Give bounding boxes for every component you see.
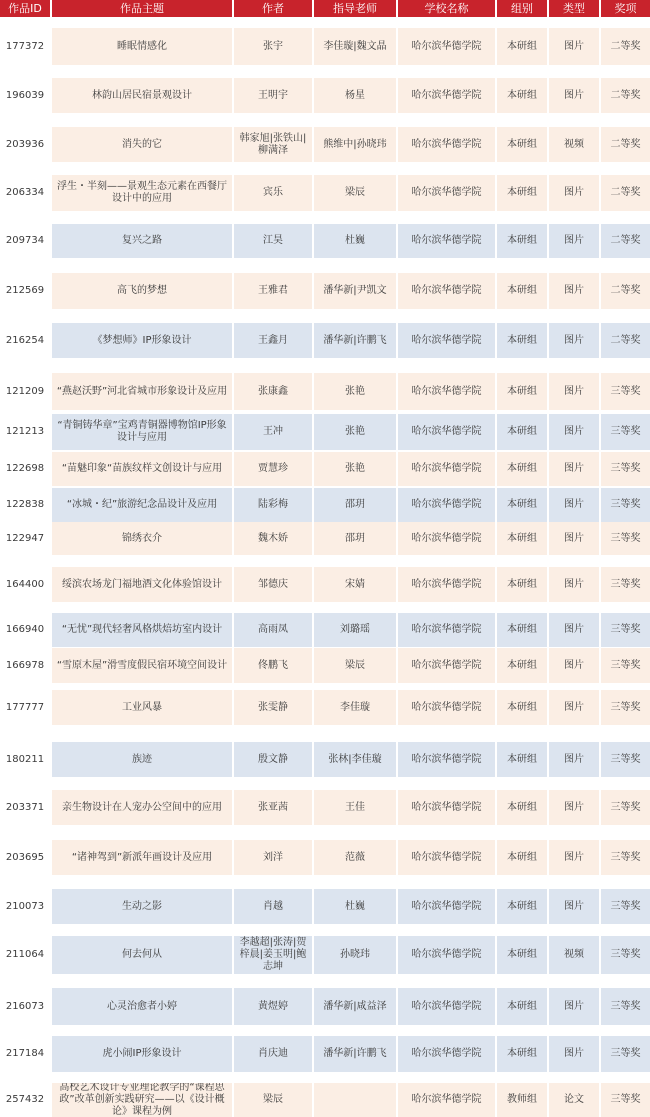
cell-title: 复兴之路 (52, 224, 232, 258)
cell-title: 浮生・半刻——景观生态元素在西餐厅设计中的应用 (52, 175, 232, 211)
cell-type: 图片 (549, 648, 599, 683)
cell-school: 哈尔滨华德学院 (398, 175, 495, 211)
cell-school: 哈尔滨华德学院 (398, 414, 495, 450)
cell-group: 本研组 (497, 78, 547, 113)
cell-author: 陆彩梅 (234, 488, 312, 522)
cell-school: 哈尔滨华德学院 (398, 742, 495, 777)
cell-type: 图片 (549, 414, 599, 450)
cell-title: 心灵治愈者小婷 (52, 988, 232, 1025)
table-row (0, 452, 650, 486)
header-author: 作者 (234, 0, 312, 17)
header-advisor: 指导老师 (314, 0, 396, 17)
cell-author: 肖越 (234, 889, 312, 924)
table-row (0, 273, 650, 309)
table-row (0, 742, 650, 777)
cell-advisor: 潘华新|许鹏飞 (314, 323, 396, 358)
cell-award: 三等奖 (601, 613, 650, 647)
cell-author: 张康鑫 (234, 373, 312, 410)
cell-type: 图片 (549, 790, 599, 825)
cell-group: 本研组 (497, 988, 547, 1025)
cell-group: 本研组 (497, 1036, 547, 1072)
cell-group: 本研组 (497, 742, 547, 777)
cell-id: 166978 (0, 648, 50, 683)
cell-title: 工业风暴 (52, 690, 232, 725)
cell-id: 211064 (0, 936, 50, 974)
cell-group: 本研组 (497, 175, 547, 211)
cell-id: 210073 (0, 889, 50, 924)
cell-school: 哈尔滨华德学院 (398, 988, 495, 1025)
cell-advisor: 潘华新|尹凯文 (314, 273, 396, 309)
cell-award: 二等奖 (601, 323, 650, 358)
cell-id: 196039 (0, 78, 50, 113)
cell-type: 图片 (549, 567, 599, 602)
table-row (0, 936, 650, 974)
cell-group: 本研组 (497, 452, 547, 486)
cell-school: 哈尔滨华德学院 (398, 648, 495, 683)
cell-type: 视频 (549, 127, 599, 162)
cell-advisor: 张艳 (314, 373, 396, 410)
table-row (0, 1083, 650, 1117)
cell-id: 203936 (0, 127, 50, 162)
table-row (0, 323, 650, 358)
cell-title: 林韵山居民宿景观设计 (52, 78, 232, 113)
cell-advisor: 张艳 (314, 452, 396, 486)
cell-title: 生动之影 (52, 889, 232, 924)
table-row (0, 840, 650, 875)
table-row (0, 988, 650, 1025)
header-school: 学校名称 (398, 0, 495, 17)
cell-school: 哈尔滨华德学院 (398, 452, 495, 486)
cell-advisor: 杜巍 (314, 224, 396, 258)
cell-title: “苗魅印象“苗族纹样文创设计与应用 (52, 452, 232, 486)
cell-group: 本研组 (497, 567, 547, 602)
table-row (0, 790, 650, 825)
cell-school: 哈尔滨华德学院 (398, 1083, 495, 1117)
cell-id: 122838 (0, 488, 50, 522)
cell-type: 图片 (549, 889, 599, 924)
cell-id: 203695 (0, 840, 50, 875)
cell-school: 哈尔滨华德学院 (398, 127, 495, 162)
cell-type: 图片 (549, 452, 599, 486)
cell-id: 122698 (0, 452, 50, 486)
cell-author: 张雯静 (234, 690, 312, 725)
cell-advisor: 邵玥 (314, 522, 396, 555)
cell-school: 哈尔滨华德学院 (398, 889, 495, 924)
cell-author: 张宇 (234, 28, 312, 65)
cell-advisor: 熊维中|孙晓玮 (314, 127, 396, 162)
cell-id: 257432 (0, 1083, 50, 1117)
cell-title: 高校艺术设计专业理论教学的“课程思政”改革创新实践研究——以《设计概论》课程为例 (52, 1083, 232, 1117)
cell-group: 教师组 (497, 1083, 547, 1117)
cell-title: “冰城・纪”旅游纪念品设计及应用 (52, 488, 232, 522)
cell-id: 212569 (0, 273, 50, 309)
cell-id: 209734 (0, 224, 50, 258)
cell-author: 魏木娇 (234, 522, 312, 555)
cell-school: 哈尔滨华德学院 (398, 522, 495, 555)
table-row (0, 414, 650, 450)
cell-group: 本研组 (497, 127, 547, 162)
cell-school: 哈尔滨华德学院 (398, 567, 495, 602)
cell-type: 图片 (549, 522, 599, 555)
cell-title: 亲生物设计在人宠办公空间中的应用 (52, 790, 232, 825)
cell-author: 刘洋 (234, 840, 312, 875)
table-row (0, 127, 650, 162)
table-row (0, 175, 650, 211)
cell-group: 本研组 (497, 28, 547, 65)
cell-award: 三等奖 (601, 790, 650, 825)
table-row (0, 78, 650, 113)
cell-title: 消失的它 (52, 127, 232, 162)
cell-title: 《梦想师》IP形象设计 (52, 323, 232, 358)
cell-school: 哈尔滨华德学院 (398, 273, 495, 309)
cell-title: “无忧”现代轻奢风格烘焙坊室内设计 (52, 613, 232, 647)
cell-group: 本研组 (497, 648, 547, 683)
cell-advisor: 杨星 (314, 78, 396, 113)
cell-title: 何去何从 (52, 936, 232, 974)
table-row (0, 690, 650, 725)
cell-group: 本研组 (497, 273, 547, 309)
cell-award: 三等奖 (601, 414, 650, 450)
cell-school: 哈尔滨华德学院 (398, 323, 495, 358)
table-row (0, 28, 650, 65)
cell-award: 二等奖 (601, 224, 650, 258)
cell-school: 哈尔滨华德学院 (398, 28, 495, 65)
cell-group: 本研组 (497, 613, 547, 647)
cell-id: 164400 (0, 567, 50, 602)
cell-id: 180211 (0, 742, 50, 777)
cell-group: 本研组 (497, 690, 547, 725)
cell-award: 三等奖 (601, 452, 650, 486)
cell-group: 本研组 (497, 522, 547, 555)
cell-type: 图片 (549, 988, 599, 1025)
cell-id: 177777 (0, 690, 50, 725)
cell-title: 族迹 (52, 742, 232, 777)
cell-id: 166940 (0, 613, 50, 647)
cell-school: 哈尔滨华德学院 (398, 690, 495, 725)
cell-id: 216073 (0, 988, 50, 1025)
cell-title: 睡眠情感化 (52, 28, 232, 65)
cell-author: 梁辰 (234, 1083, 312, 1117)
cell-group: 本研组 (497, 373, 547, 410)
cell-author: 王明宇 (234, 78, 312, 113)
cell-award: 三等奖 (601, 889, 650, 924)
cell-award: 三等奖 (601, 840, 650, 875)
cell-type: 图片 (549, 742, 599, 777)
cell-author: 黄煜婷 (234, 988, 312, 1025)
cell-id: 203371 (0, 790, 50, 825)
cell-author: 佟鹏飞 (234, 648, 312, 683)
cell-author: 王冲 (234, 414, 312, 450)
table-row (0, 889, 650, 924)
cell-advisor: 梁辰 (314, 175, 396, 211)
cell-group: 本研组 (497, 323, 547, 358)
cell-award: 二等奖 (601, 28, 650, 65)
cell-group: 本研组 (497, 936, 547, 974)
cell-advisor: 张林|李佳璇 (314, 742, 396, 777)
cell-id: 206334 (0, 175, 50, 211)
cell-author: 韩家旭|张铁山|柳满泽 (234, 127, 312, 162)
cell-advisor: 刘璐瑶 (314, 613, 396, 647)
table-row (0, 224, 650, 258)
cell-type: 图片 (549, 224, 599, 258)
cell-advisor: 李佳璇 (314, 690, 396, 725)
cell-title: 虎小闹IP形象设计 (52, 1036, 232, 1072)
cell-school: 哈尔滨华德学院 (398, 78, 495, 113)
cell-title: 锦绣衣介 (52, 522, 232, 555)
table-row (0, 1036, 650, 1072)
cell-author: 高雨凤 (234, 613, 312, 647)
header-title: 作品主题 (52, 0, 232, 17)
cell-advisor: 杜巍 (314, 889, 396, 924)
cell-type: 图片 (549, 1036, 599, 1072)
cell-id: 217184 (0, 1036, 50, 1072)
cell-advisor: 孙晓玮 (314, 936, 396, 974)
cell-award: 三等奖 (601, 936, 650, 974)
table-row (0, 488, 650, 522)
cell-advisor: 潘华新|许鹏飞 (314, 1036, 396, 1072)
cell-author: 邹德庆 (234, 567, 312, 602)
header-group: 组别 (497, 0, 547, 17)
cell-type: 视频 (549, 936, 599, 974)
table-row (0, 567, 650, 602)
cell-award: 二等奖 (601, 127, 650, 162)
cell-award: 二等奖 (601, 175, 650, 211)
cell-group: 本研组 (497, 414, 547, 450)
cell-advisor: 邵玥 (314, 488, 396, 522)
cell-award: 三等奖 (601, 373, 650, 410)
cell-title: “诸神驾到”新派年画设计及应用 (52, 840, 232, 875)
cell-title: “青铜铸华章”宝鸡青铜器博物馆IP形象设计与应用 (52, 414, 232, 450)
cell-award: 三等奖 (601, 690, 650, 725)
cell-author: 贾慧珍 (234, 452, 312, 486)
cell-author: 李越超|张涛|贺梓晨|姜玉明|鲍志坤 (234, 936, 312, 974)
cell-school: 哈尔滨华德学院 (398, 613, 495, 647)
cell-author: 殷文静 (234, 742, 312, 777)
header-id: 作品ID (0, 0, 50, 17)
cell-id: 121213 (0, 414, 50, 450)
cell-group: 本研组 (497, 889, 547, 924)
cell-group: 本研组 (497, 790, 547, 825)
cell-author: 宾乐 (234, 175, 312, 211)
cell-advisor: 张艳 (314, 414, 396, 450)
cell-type: 图片 (549, 613, 599, 647)
cell-title: 高飞的梦想 (52, 273, 232, 309)
cell-award: 三等奖 (601, 648, 650, 683)
cell-advisor: 李佳璇|魏文晶 (314, 28, 396, 65)
cell-group: 本研组 (497, 224, 547, 258)
cell-id: 177372 (0, 28, 50, 65)
cell-school: 哈尔滨华德学院 (398, 1036, 495, 1072)
cell-advisor (314, 1083, 396, 1117)
header-award: 奖项 (601, 0, 650, 17)
cell-author: 王鑫月 (234, 323, 312, 358)
cell-type: 图片 (549, 273, 599, 309)
cell-school: 哈尔滨华德学院 (398, 488, 495, 522)
cell-school: 哈尔滨华德学院 (398, 936, 495, 974)
header-type: 类型 (549, 0, 599, 17)
cell-type: 图片 (549, 175, 599, 211)
cell-type: 图片 (549, 78, 599, 113)
cell-author: 张亚茜 (234, 790, 312, 825)
cell-advisor: 潘华新|咸益泽 (314, 988, 396, 1025)
cell-title: 绥滨农场龙门福地酒文化体验馆设计 (52, 567, 232, 602)
cell-school: 哈尔滨华德学院 (398, 790, 495, 825)
cell-school: 哈尔滨华德学院 (398, 224, 495, 258)
cell-group: 本研组 (497, 488, 547, 522)
cell-award: 三等奖 (601, 1036, 650, 1072)
cell-type: 图片 (549, 690, 599, 725)
cell-id: 216254 (0, 323, 50, 358)
table-row (0, 613, 650, 647)
cell-advisor: 王佳 (314, 790, 396, 825)
cell-award: 三等奖 (601, 488, 650, 522)
cell-award: 三等奖 (601, 567, 650, 602)
cell-type: 论文 (549, 1083, 599, 1117)
table-row (0, 648, 650, 683)
cell-award: 三等奖 (601, 988, 650, 1025)
cell-award: 二等奖 (601, 78, 650, 113)
cell-school: 哈尔滨华德学院 (398, 840, 495, 875)
cell-advisor: 宋婧 (314, 567, 396, 602)
table-row (0, 373, 650, 410)
cell-award: 二等奖 (601, 273, 650, 309)
cell-author: 王雅君 (234, 273, 312, 309)
cell-advisor: 梁辰 (314, 648, 396, 683)
cell-title: “燕赵沃野”河北省城市形象设计及应用 (52, 373, 232, 410)
cell-type: 图片 (549, 28, 599, 65)
cell-id: 121209 (0, 373, 50, 410)
cell-group: 本研组 (497, 840, 547, 875)
cell-title: “雪原木屋”滑雪度假民宿环境空间设计 (52, 648, 232, 683)
cell-advisor: 范薇 (314, 840, 396, 875)
table-header (0, 0, 650, 17)
cell-school: 哈尔滨华德学院 (398, 373, 495, 410)
cell-award: 三等奖 (601, 1083, 650, 1117)
cell-type: 图片 (549, 323, 599, 358)
cell-type: 图片 (549, 488, 599, 522)
cell-award: 三等奖 (601, 522, 650, 555)
cell-author: 江昊 (234, 224, 312, 258)
cell-type: 图片 (549, 840, 599, 875)
table-row (0, 522, 650, 555)
cell-type: 图片 (549, 373, 599, 410)
cell-id: 122947 (0, 522, 50, 555)
cell-award: 三等奖 (601, 742, 650, 777)
cell-author: 肖庆迪 (234, 1036, 312, 1072)
